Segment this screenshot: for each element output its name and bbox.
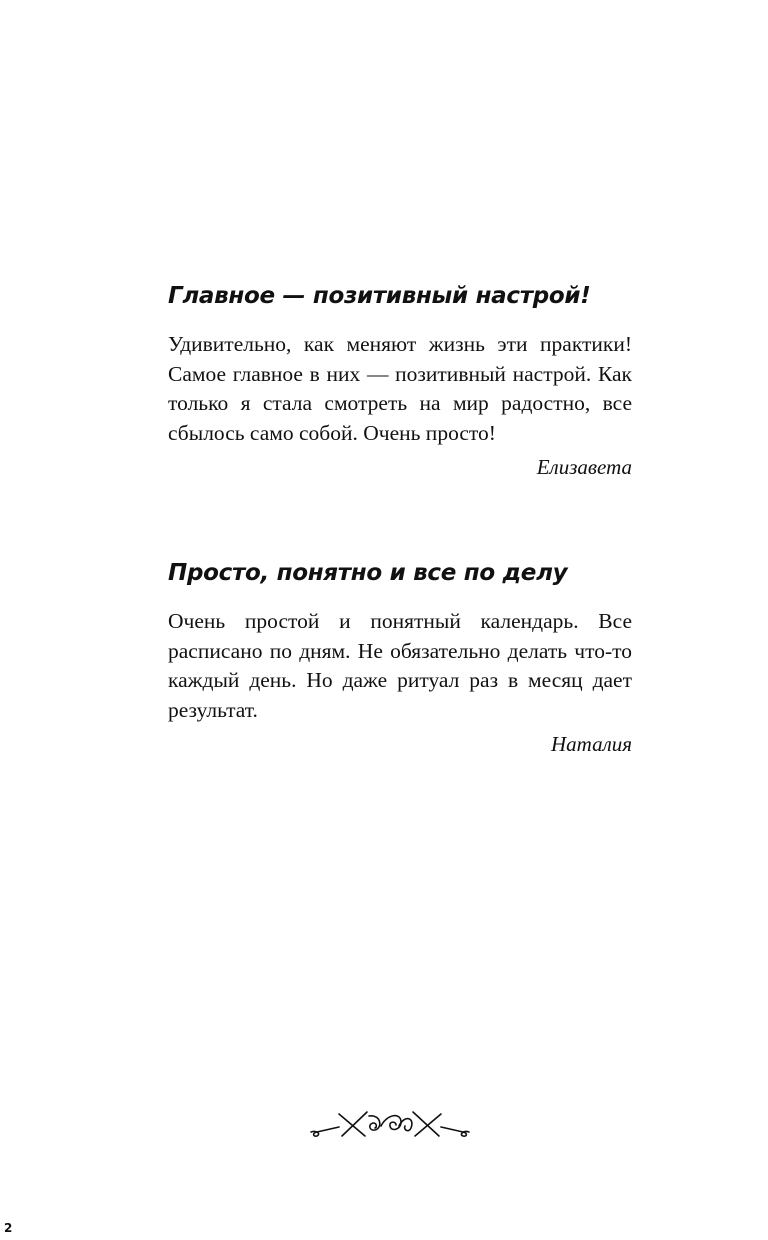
review-author: Елизавета	[536, 455, 632, 479]
review-author: Наталия	[550, 732, 632, 756]
decorative-flourish-icon	[309, 1100, 471, 1140]
review-nataliya	[168, 557, 632, 759]
review-text: Удивительно, как меняют жизнь эти практики! Самое главное в них — позитивный настрой. Как только я стала смотреть на мир радостно, все сбылось само собой. Очень просто!	[168, 332, 632, 445]
page-number: 2	[4, 1221, 13, 1235]
review-title: Главное — позитивный настрой!	[168, 283, 591, 309]
review-elizaveta	[168, 280, 632, 482]
review-text: Очень простой и понятный календарь. Все расписано по дням. Не обязательно делать что-то каждый день. Но даже ритуал раз в месяц дает результат.	[168, 609, 632, 722]
review-title: Просто, понятно и все по делу	[168, 560, 568, 586]
